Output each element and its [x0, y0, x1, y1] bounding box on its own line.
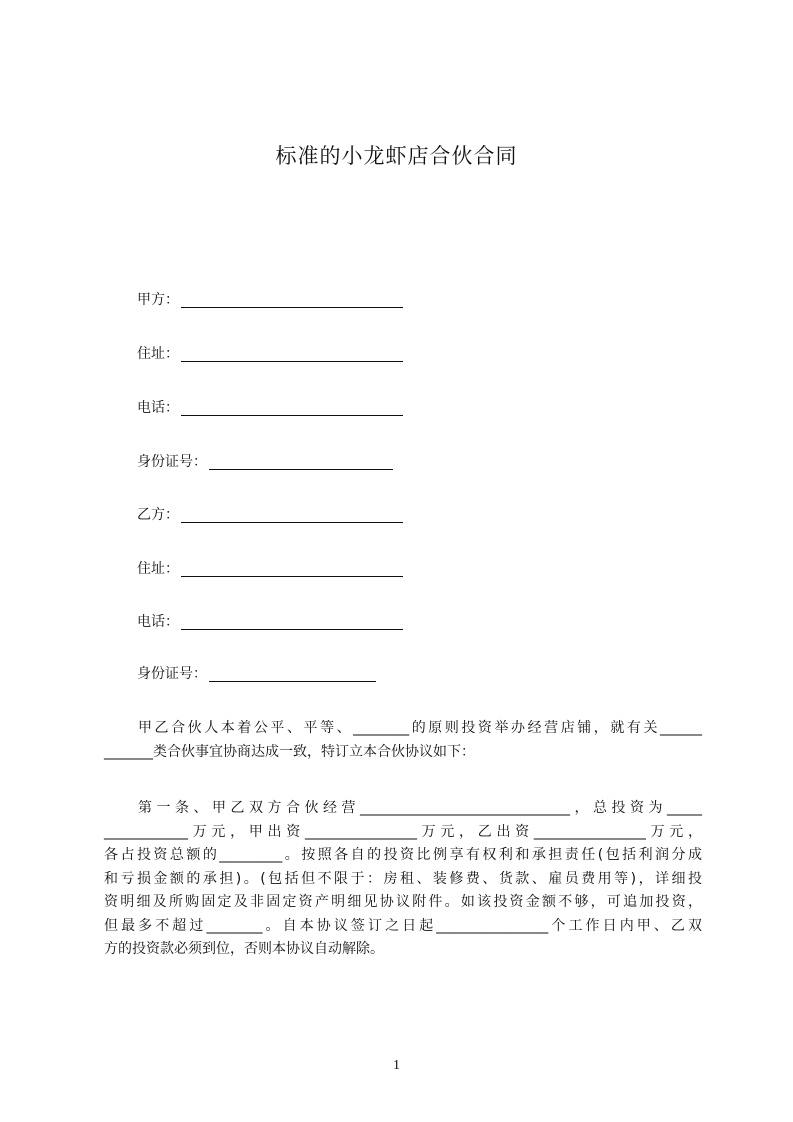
party-a-address-field [137, 342, 403, 366]
article-1-line-2: ____________万元，甲出资________________万元，乙出资________________万元， [104, 823, 702, 840]
party-b-phone-label: 电话： [137, 614, 179, 630]
intro-paragraph [104, 717, 702, 764]
party-a-phone-label: 电话： [137, 400, 179, 416]
party-b-name-blank[interactable] [181, 504, 403, 523]
document-title: 标准的小龙虾店合伙合同 [275, 144, 518, 168]
party-a-phone-field [137, 396, 403, 420]
article-1-line-3: 各占投资总额的_________。按照各自的投资比例享有权利和承担责任(包括利润分成 [104, 847, 702, 863]
party-b-address-label: 住址： [137, 561, 179, 577]
article-1-line-6: 但最多不超过________。自本协议签订之日起________________个工作日内甲、乙双 [104, 917, 702, 934]
article-1-line-1: 第一条、甲乙双方合伙经营______________________________，总投资为_____ [138, 800, 702, 816]
article-1-line-4: 和亏损金额的承担)。(包括但不限于：房租、装修费、货款、雇员费用等)，详细投 [104, 870, 702, 887]
article-1-paragraph [104, 797, 702, 962]
party-b-name-label: 乙方： [137, 507, 179, 523]
party-b-phone-field [137, 610, 403, 634]
party-a-name-blank[interactable] [181, 289, 403, 308]
party-b-phone-blank[interactable] [181, 611, 403, 630]
intro-line-1: 甲乙合伙人本着公平、平等、________的原则投资举办经营店铺，就有关______ [138, 720, 702, 736]
article-1-line-5: 资明细及所购固定及非固定资产明细见协议附件。如该投资金额不够，可追加投资， [104, 894, 702, 910]
party-a-address-label: 住址： [137, 346, 179, 362]
party-a-id-label: 身份证号： [137, 454, 207, 470]
intro-line-2: _______类合伙事宜协商达成一致，特订立本合伙协议如下： [104, 743, 475, 760]
party-a-address-blank[interactable] [181, 343, 403, 362]
party-a-phone-blank[interactable] [181, 397, 403, 416]
party-b-name-field [137, 503, 403, 527]
party-a-name-label: 甲方： [137, 292, 179, 308]
article-1-line-7: 方的投资款必须到位，否则本协议自动解除。 [104, 941, 384, 957]
party-a-id-field [137, 450, 393, 474]
party-a-name-field [137, 288, 403, 312]
party-b-address-blank[interactable] [181, 558, 403, 577]
party-a-id-blank[interactable] [209, 451, 393, 470]
party-b-id-label: 身份证号： [137, 666, 207, 682]
party-b-id-field [137, 662, 376, 686]
party-b-address-field [137, 557, 403, 581]
page-number: 1 [393, 1058, 400, 1073]
party-b-id-blank[interactable] [209, 663, 376, 682]
